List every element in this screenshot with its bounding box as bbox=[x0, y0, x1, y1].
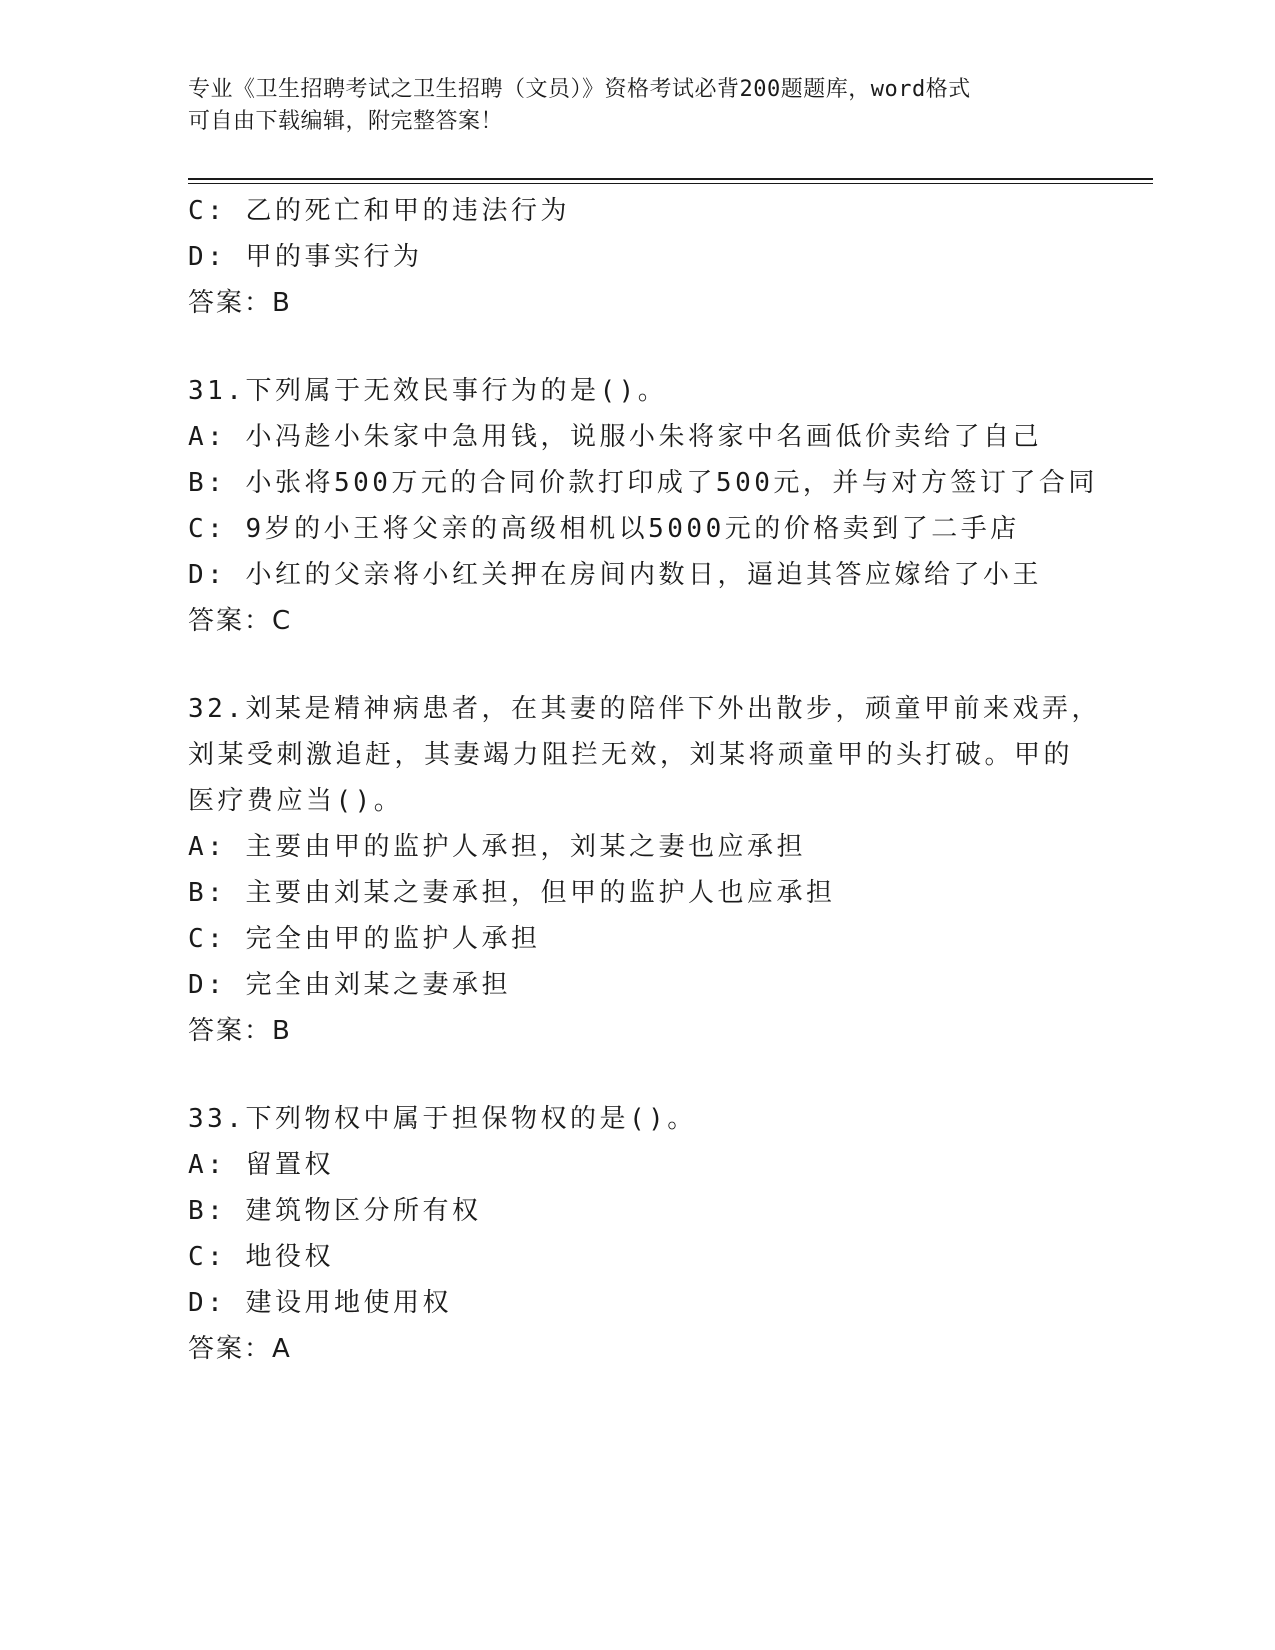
option-b: B: 主要由刘某之妻承担，但甲的监护人也应承担 bbox=[188, 878, 836, 908]
question-stem-line-2: 刘某受刺激追赶，其妻竭力阻拦无效，刘某将顽童甲的头打破。甲的 bbox=[188, 740, 1074, 770]
question-31 bbox=[188, 368, 1153, 644]
option-c: C: 完全由甲的监护人承担 bbox=[188, 924, 541, 954]
question-stem-line-3: 医疗费应当()。 bbox=[188, 786, 404, 816]
option-d: D: 完全由刘某之妻承担 bbox=[188, 970, 511, 1000]
question-content bbox=[188, 188, 1153, 1372]
option-b: B: 建筑物区分所有权 bbox=[188, 1196, 482, 1226]
answer-line: 答案：B bbox=[188, 1016, 292, 1046]
option-d: D: 建设用地使用权 bbox=[188, 1288, 452, 1318]
option-a: A: 留置权 bbox=[188, 1150, 334, 1180]
spacer bbox=[188, 326, 1153, 368]
option-c: C: 地役权 bbox=[188, 1242, 334, 1272]
question-32 bbox=[188, 686, 1153, 1054]
question-33 bbox=[188, 1096, 1153, 1372]
question-30-continuation bbox=[188, 188, 1153, 326]
answer-line: 答案：A bbox=[188, 1334, 292, 1364]
option-c: C: 9岁的小王将父亲的高级相机以5000元的价格卖到了二手店 bbox=[188, 514, 1020, 544]
answer-line: 答案：C bbox=[188, 606, 293, 636]
page-header bbox=[188, 74, 1088, 138]
spacer bbox=[188, 644, 1153, 686]
answer-line: 答案：B bbox=[188, 288, 292, 318]
option-d: D: 小红的父亲将小红关押在房间内数日，逼迫其答应嫁给了小王 bbox=[188, 560, 1042, 590]
option-c: C: 乙的死亡和甲的违法行为 bbox=[188, 196, 570, 226]
question-stem-line-1: 32.刘某是精神病患者，在其妻的陪伴下外出散步，顽童甲前来戏弄， bbox=[188, 694, 1101, 724]
header-line-2: 可自由下载编辑，附完整答案！ bbox=[188, 109, 504, 134]
option-d: D: 甲的事实行为 bbox=[188, 242, 423, 272]
header-rule-thin bbox=[188, 183, 1153, 184]
option-b: B: 小张将500万元的合同价款打印成了500元，并与对方签订了合同 bbox=[188, 468, 1098, 498]
option-a: A: 主要由甲的监护人承担，刘某之妻也应承担 bbox=[188, 832, 806, 862]
question-stem: 31.下列属于无效民事行为的是()。 bbox=[188, 376, 668, 406]
header-line-1: 专业《卫生招聘考试之卫生招聘（文员）》资格考试必背200题题库，word格式 bbox=[188, 77, 971, 102]
spacer bbox=[188, 1054, 1153, 1096]
header-rule-thick bbox=[188, 178, 1153, 180]
option-a: A: 小冯趁小朱家中急用钱，说服小朱将家中名画低价卖给了自己 bbox=[188, 422, 1042, 452]
question-stem: 33.下列物权中属于担保物权的是()。 bbox=[188, 1104, 697, 1134]
